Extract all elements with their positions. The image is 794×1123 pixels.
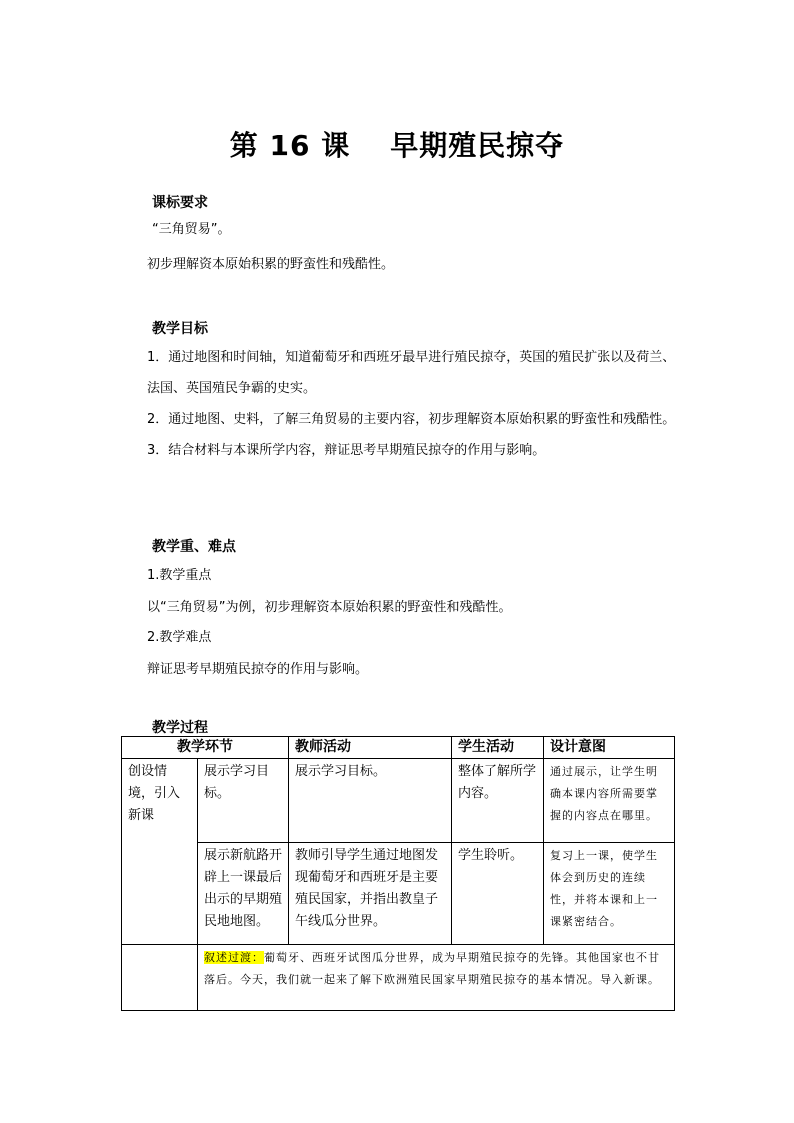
teacher-cell: 教师引导学生通过地图发现葡萄牙和西班牙是主要殖民国家，并指出教皇子午线瓜分世界。	[289, 843, 452, 945]
stage-cell: 创设情境，引入新课	[122, 759, 198, 945]
objectives-list	[121, 342, 677, 466]
transition-text: 葡萄牙、西班牙试图瓜分世界，成为早期殖民掠夺的先锋。其他国家也不甘落后。今天，我们就一起来了解下欧洲殖民国家早期殖民掠夺的基本情况。导入新课。	[204, 951, 660, 986]
header-intent: 设计意图	[544, 737, 675, 759]
step-cell: 展示新航路开辟上一课最后出示的早期殖民地地图。	[198, 843, 289, 945]
standards-line-2: 初步理解资本原始积累的野蛮性和残酷性。	[147, 257, 395, 272]
transition-label: 叙述过渡：	[204, 951, 264, 964]
teacher-cell: 展示学习目标。	[289, 759, 452, 843]
intent-cell: 通过展示，让学生明确本课内容所需要掌握的内容点在哪里。	[544, 759, 675, 843]
transition-cell	[198, 945, 675, 1011]
student-cell: 整体了解所学内容。	[452, 759, 544, 843]
standards-heading: 课标要求	[152, 195, 208, 211]
process-heading: 教学过程	[152, 720, 208, 736]
difficulty-text: 辩证思考早期殖民掠夺的作用与影响。	[147, 662, 369, 677]
table-header-row	[122, 737, 675, 759]
transition-empty-cell	[122, 945, 198, 1011]
objective-3: 3．结合材料与本课所学内容，辩证思考早期殖民掠夺的作用与影响。	[147, 443, 546, 458]
header-teacher: 教师活动	[289, 737, 452, 759]
key-label: 1.教学重点	[147, 568, 212, 583]
table-row	[122, 843, 675, 945]
objective-1: 1．通过地图和时间轴，知道葡萄牙和西班牙最早进行殖民掠夺，英国的殖民扩张以及荷兰、法国、英国殖民争霸的史实。	[147, 350, 676, 396]
objectives-heading: 教学目标	[152, 321, 208, 337]
intent-cell: 复习上一课，使学生体会到历史的连续性，并将本课和上一课紧密结合。	[544, 843, 675, 945]
standards-line-1: “三角贸易”。	[152, 222, 231, 237]
lesson-number: 第 16 课	[229, 129, 351, 162]
process-table	[121, 736, 675, 1011]
difficulty-label: 2.教学难点	[147, 630, 212, 645]
header-stage: 教学环节	[122, 737, 289, 759]
keypoints-heading: 教学重、难点	[152, 539, 236, 555]
table-row	[122, 759, 675, 843]
objective-2: 2．通过地图、史料，了解三角贸易的主要内容，初步理解资本原始积累的野蛮性和残酷性。	[147, 412, 676, 427]
header-student: 学生活动	[452, 737, 544, 759]
key-text: 以“三角贸易”为例，初步理解资本原始积累的野蛮性和残酷性。	[147, 600, 512, 615]
student-cell: 学生聆听。	[452, 843, 544, 945]
transition-row	[122, 945, 675, 1011]
lesson-name: 早期殖民掠夺	[390, 129, 565, 162]
lesson-title	[0, 124, 794, 164]
step-cell: 展示学习目标。	[198, 759, 289, 843]
